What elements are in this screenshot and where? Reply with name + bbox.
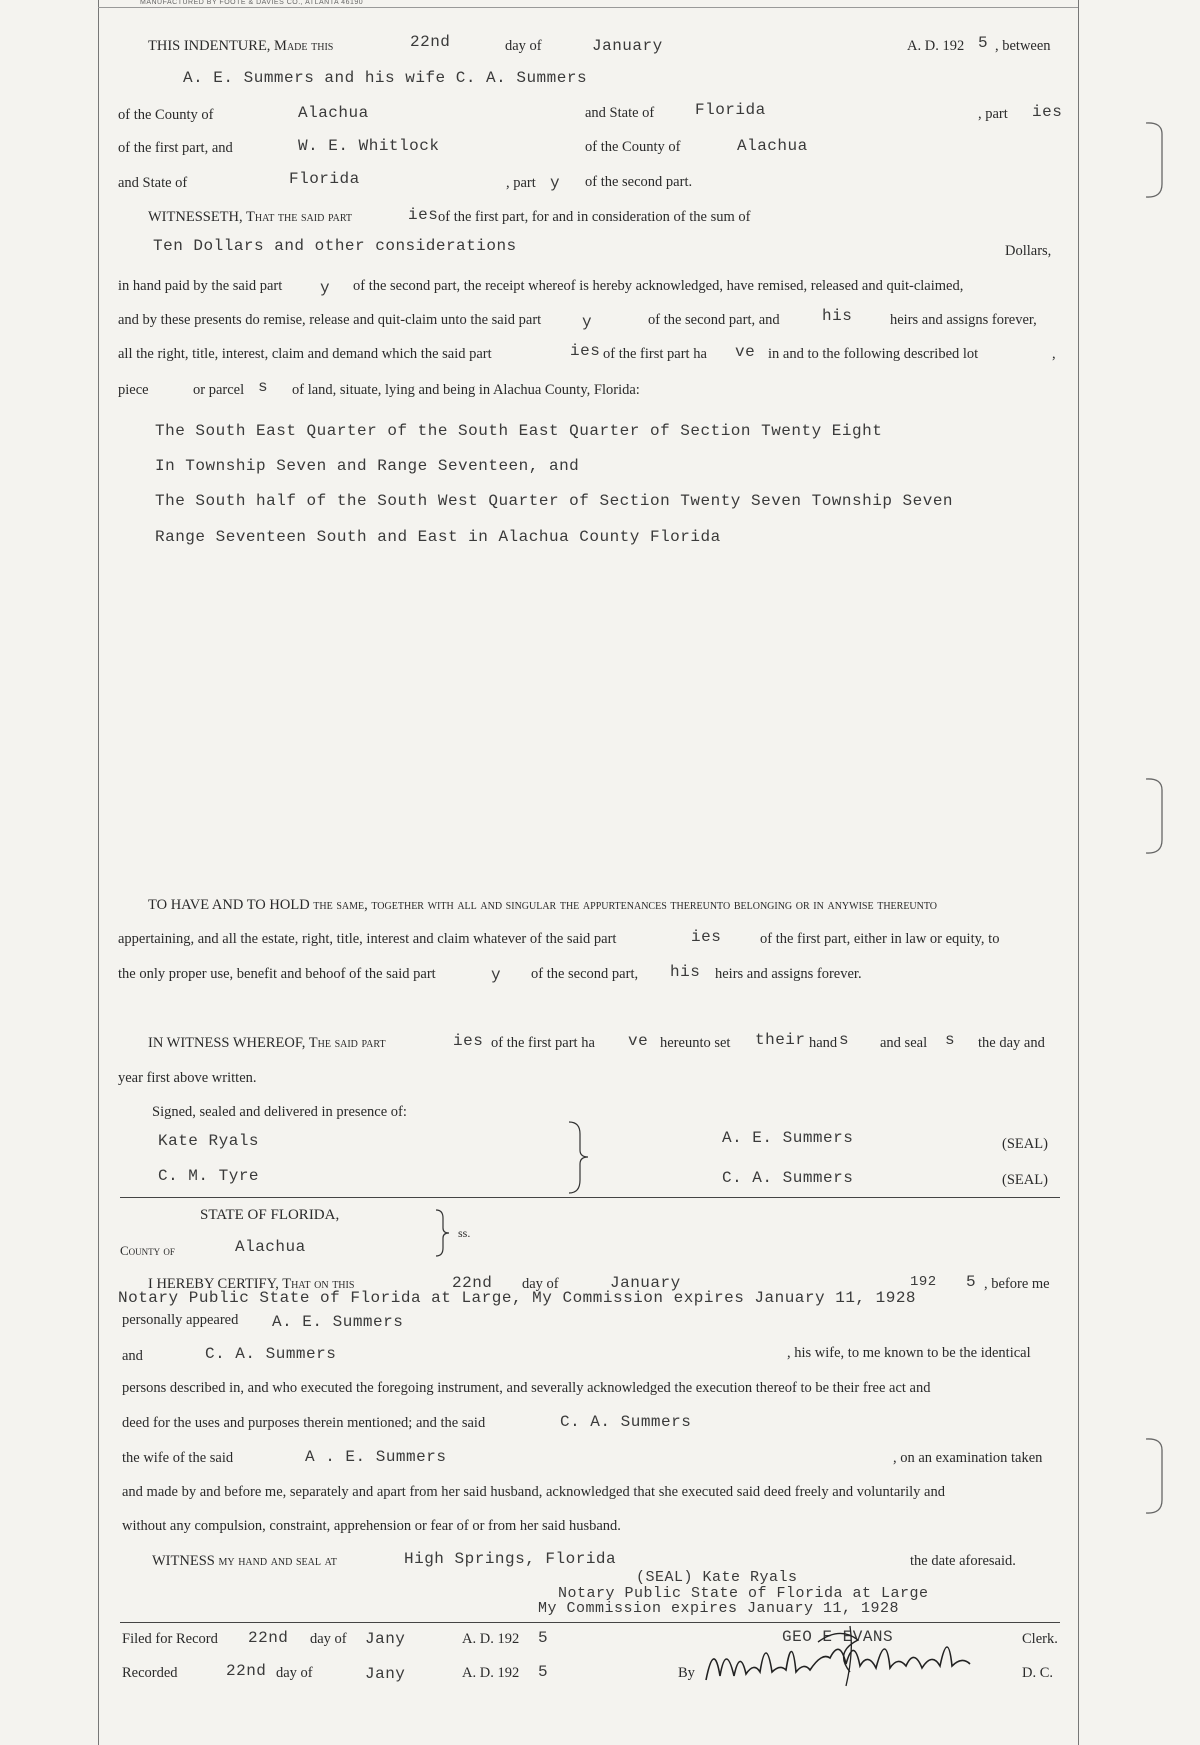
filed-month: Jany (365, 1630, 406, 1648)
witnesseth-line5c: in and to the following described lot (768, 346, 979, 362)
acknowledgment-divider (120, 1197, 1060, 1198)
witnesseth-line5b: of the first part ha (603, 346, 707, 362)
recorded-ad: A. D. 192 (462, 1665, 520, 1681)
second-part-label: of the second part. (585, 174, 693, 190)
person-two: C. A. Summers (205, 1345, 337, 1363)
ack-line4: persons described in, and who executed the foregoing instrument, and severally acknowledged the execution thereof to be their free act and (122, 1380, 931, 1396)
dc-label: D. C. (1022, 1665, 1054, 1681)
wife-name: C. A. Summers (560, 1413, 692, 1431)
filed-day: 22nd (248, 1629, 289, 1647)
recorded-day-of: day of (276, 1665, 313, 1681)
habendum-line2b: of the first part, either in law or equity, to (760, 931, 1000, 947)
first-parties: A. E. Summers and his wife C. A. Summers (183, 69, 588, 87)
ack-line6b: , on an examination taken (893, 1450, 1043, 1466)
seal-label: (SEAL) (1002, 1136, 1048, 1152)
county-label: County of (120, 1243, 175, 1258)
manufacturer-imprint: MANUFACTURED BY FOOTE & DAVIES CO., ATLANTA 46190 (140, 0, 364, 6)
habendum-suffix3: y (491, 966, 502, 984)
witness-whereof-and-seal: and seal (880, 1035, 928, 1051)
witness-name: C. M. Tyre (158, 1167, 260, 1185)
description-line: In Township Seven and Range Seventeen, and (155, 457, 580, 475)
ack-line5: deed for the uses and purposes therein mentioned; and the said (122, 1415, 486, 1431)
recorded-year: 5 (538, 1663, 549, 1681)
witnesseth-line6c: of land, situate, lying and being in Alachua County, Florida: (292, 382, 640, 398)
second-county: Alachua (737, 137, 808, 155)
witness-hand-label: WITNESS my hand and seal at (152, 1553, 337, 1569)
recorded-month: Jany (365, 1665, 406, 1683)
description-line: The South half of the South West Quarter of Section Twenty Seven Township Seven (155, 492, 954, 510)
indenture-intro: THIS INDENTURE, Made this (148, 38, 334, 54)
date-aforesaid: the date aforesaid. (910, 1553, 1016, 1569)
top-edge-line (98, 7, 1078, 8)
witnesseth-line3b: of the second part, the receipt whereof is hereby acknowledged, have remised, released and quit-claimed, (353, 278, 964, 294)
witnesseth-suffix5b: ve (735, 343, 756, 361)
first-state: Florida (695, 101, 766, 119)
witness-whereof-suffix-s2: s (945, 1031, 956, 1049)
witness-whereof-their: their (755, 1031, 806, 1049)
recorded-day: 22nd (226, 1662, 267, 1680)
witnesseth-line6b: or parcel (193, 382, 245, 398)
person-one: A. E. Summers (272, 1313, 404, 1331)
of-county-label-2: of the County of (585, 139, 681, 155)
witness-brace-icon (566, 1120, 592, 1195)
signer-name: A. E. Summers (722, 1129, 854, 1147)
witnesseth-suffix3: y (320, 279, 331, 297)
indenture-day-of: day of (505, 38, 542, 54)
description-line: The South East Quarter of the South East Quarter of Section Twenty Eight (155, 422, 883, 440)
witnesseth-suffix6: s (258, 378, 269, 396)
witness-name: Kate Ryals (158, 1132, 260, 1150)
witness-whereof-line1d: the day and (978, 1035, 1045, 1051)
notary-commission: My Commission expires January 11, 1928 (538, 1600, 900, 1617)
notary-commission-line: Notary Public State of Florida at Large, My Commission expires January 11, 1928 (118, 1289, 917, 1307)
ack-place: High Springs, Florida (404, 1550, 617, 1568)
witness-whereof-hand: hand (809, 1035, 838, 1051)
witnesseth-suffix4: y (582, 313, 593, 331)
ack-county: Alachua (235, 1238, 306, 1256)
personally-appeared: personally appeared (122, 1312, 239, 1328)
witnesseth-line3a: in hand paid by the said part (118, 278, 283, 294)
ack-month: January (610, 1274, 681, 1292)
witness-whereof-suffix-s1: s (839, 1031, 850, 1049)
notary-signature: (SEAL) Kate Ryals (636, 1569, 798, 1586)
certify-label: I HEREBY CERTIFY, That on this (148, 1276, 355, 1292)
habendum-line3a: the only proper use, benefit and behoof of the said part (118, 966, 436, 982)
witness-whereof-suffix1b: ve (628, 1032, 649, 1050)
husband-name: A . E. Summers (305, 1448, 447, 1466)
witnesseth-suffix5: ies (570, 342, 601, 360)
indenture-day: 22nd (410, 33, 451, 51)
dollars-label: Dollars, (1005, 243, 1052, 259)
consideration-amount: Ten Dollars and other considerations (153, 237, 517, 255)
witness-whereof-line2: year first above written. (118, 1070, 257, 1086)
witnesseth-line6a: piece (118, 382, 149, 398)
ack-day: 22nd (452, 1274, 493, 1292)
notary-title: Notary Public State of Florida at Large (558, 1585, 929, 1602)
filed-ad: A. D. 192 (462, 1631, 520, 1647)
ack-ad-prefix: 192 (910, 1274, 937, 1290)
indenture-between: , between (995, 38, 1051, 54)
by-label: By (678, 1665, 695, 1681)
witness-whereof-suffix1: ies (453, 1032, 484, 1050)
binder-hole-icon (1140, 1436, 1170, 1516)
and-label: and (122, 1348, 143, 1364)
left-margin-line (98, 0, 99, 1745)
witnesseth-line1b: of the first part, for and in consideration of the sum of (438, 209, 751, 225)
part-label: , part (978, 106, 1008, 122)
filed-day-of: day of (310, 1631, 347, 1647)
ack-line6a: the wife of the said (122, 1450, 234, 1466)
seal-label: (SEAL) (1002, 1172, 1048, 1188)
filed-year: 5 (538, 1629, 549, 1647)
witness-whereof-line1b: of the first part ha (491, 1035, 595, 1051)
witnesseth-line4b: of the second part, and (648, 312, 780, 328)
of-county-label: of the County of (118, 107, 214, 123)
habendum-his: his (670, 963, 701, 981)
signer-name: C. A. Summers (722, 1169, 854, 1187)
grantee-his: his (822, 307, 853, 325)
habendum-line3b: of the second part, (531, 966, 639, 982)
his-wife-label: , his wife, to me known to be the identical (787, 1345, 1031, 1361)
witnesseth-line1: WITNESSETH, That the said part (148, 209, 352, 225)
deputy-clerk-signature-icon (700, 1622, 990, 1692)
indenture-year: 5 (978, 34, 989, 52)
second-state: Florida (289, 170, 360, 188)
ack-year: 5 (966, 1273, 977, 1291)
binder-hole-icon (1140, 776, 1170, 856)
part-suffix: ies (1032, 103, 1063, 121)
ss-brace-icon (434, 1208, 452, 1258)
witnesseth-line4a: and by these presents do remise, release and quit-claim unto the said part (118, 312, 542, 328)
recorded-label: Recorded (122, 1665, 178, 1681)
habendum-line2a: appertaining, and all the estate, right, title, interest and claim whatever of the said part (118, 931, 617, 947)
clerk-label: Clerk. (1022, 1631, 1058, 1647)
and-state-label: and State of (585, 105, 655, 121)
clerk-name: GEO E EVANS (782, 1628, 894, 1646)
description-line: Range Seventeen South and East in Alachua County Florida (155, 528, 721, 546)
indenture-month: January (592, 37, 663, 55)
second-party: W. E. Whitlock (298, 137, 440, 155)
first-county: Alachua (298, 104, 369, 122)
filed-label: Filed for Record (122, 1631, 218, 1647)
right-margin-line (1078, 0, 1079, 1745)
ack-day-of: day of (522, 1276, 559, 1292)
habendum-line1: TO HAVE AND TO HOLD the same, together with all and singular the appurtenances thereunto belonging or in anywise thereunto (148, 897, 938, 913)
habendum-line3c: heirs and assigns forever. (715, 966, 862, 982)
binder-hole-icon (1140, 120, 1170, 200)
ack-line7: and made by and before me, separately and apart from her said husband, acknowledged that she executed said deed freely and voluntarily and (122, 1484, 945, 1500)
party-label: , part (506, 175, 536, 191)
witness-whereof-line1c: hereunto set (660, 1035, 731, 1051)
witness-whereof-line1a: IN WITNESS WHEREOF, The said part (148, 1035, 386, 1051)
ss-label: ss. (458, 1226, 471, 1240)
signed-sealed-label: Signed, sealed and delivered in presence of: (152, 1104, 407, 1120)
indenture-ad: A. D. 192 (907, 38, 965, 54)
first-part-and: of the first part, and (118, 140, 233, 156)
state-of-florida: STATE OF FLORIDA, (200, 1207, 340, 1223)
and-state-label-2: and State of (118, 175, 188, 191)
witnesseth-line4c: heirs and assigns forever, (890, 312, 1037, 328)
habendum-suffix2: ies (691, 928, 722, 946)
before-me: , before me (984, 1276, 1050, 1292)
ack-line8: without any compulsion, constraint, apprehension or fear of or from her said husband. (122, 1518, 621, 1534)
party-suffix: y (550, 174, 561, 192)
witnesseth-line5a: all the right, title, interest, claim and demand which the said part (118, 346, 492, 362)
witnesseth-comma: , (1052, 346, 1056, 362)
witnesseth-suffix1: ies (408, 206, 439, 224)
